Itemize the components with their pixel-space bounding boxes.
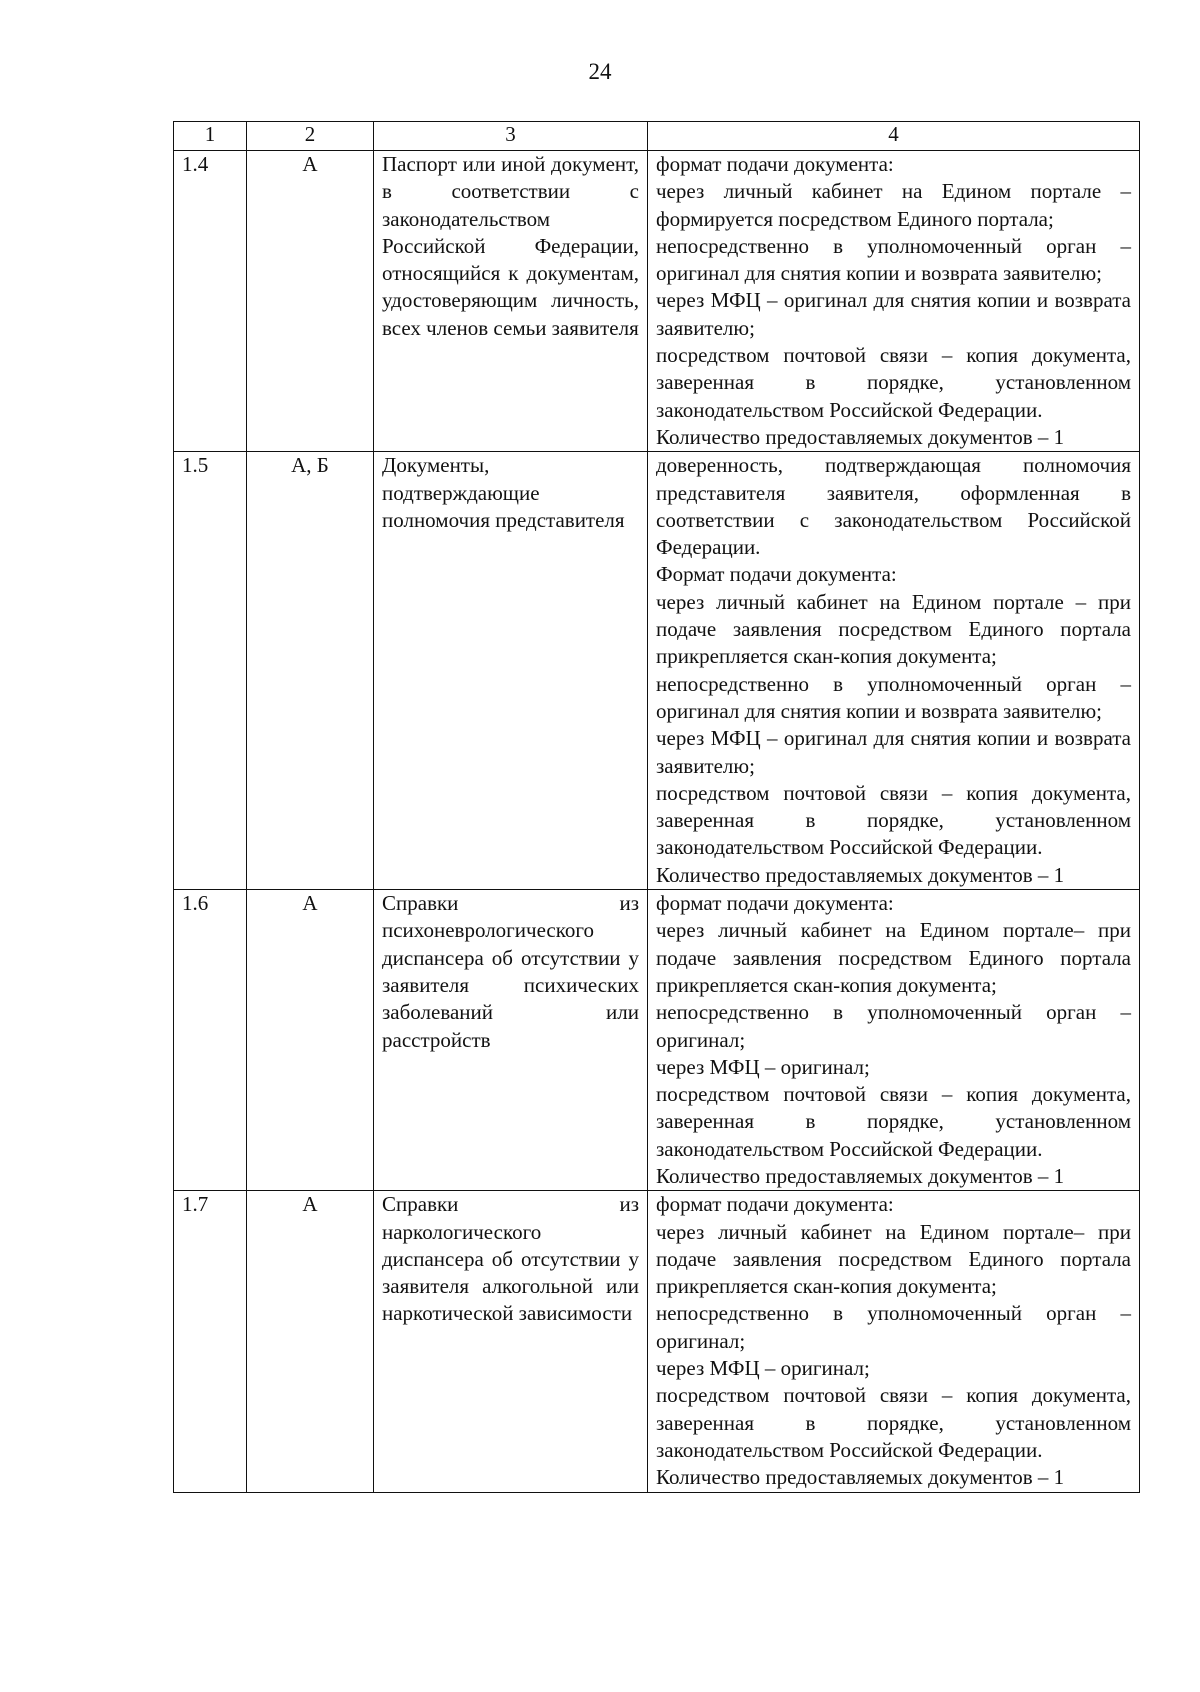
format-line: непосредственно в уполномоченный орган – оригинал; <box>656 1000 1131 1052</box>
format-line: Количество предоставляемых документов – 1 <box>656 424 1065 449</box>
format-line: формат подачи документа: <box>656 152 894 176</box>
format-line: через личный кабинет на Едином портале– при подаче заявления посредством Единого портала прикрепляется скан-копия документа; <box>656 918 1131 997</box>
format-line: посредством почтовой связи – копия документа, заверенная в порядке, установленном законодательством Российской Федерации. <box>656 780 1131 860</box>
row-category: А <box>247 151 374 452</box>
table-row <box>174 1191 1140 1492</box>
page-number: 24 <box>588 59 612 84</box>
table-header-row <box>174 122 1140 151</box>
format-line: Формат подачи документа: <box>656 562 897 587</box>
row-number: 1.7 <box>174 1191 247 1492</box>
row-document-name: Документы, подтверждающие полномочия представителя <box>374 452 648 890</box>
table-row <box>174 452 1140 890</box>
row-document-name: Паспорт или иной документ, в соответствии с законодательством Российской Федерации, относящийся к документам, удостоверяющим личность, всех членов семьи заявителя <box>374 151 648 452</box>
format-line: непосредственно в уполномоченный орган – оригинал для снятия копии и возврата заявителю; <box>656 671 1131 723</box>
row-category: А <box>247 1191 374 1492</box>
row-number: 1.4 <box>174 151 247 452</box>
format-line: через МФЦ – оригинал для снятия копии и возврата заявителю; <box>656 288 1131 340</box>
column-header: 2 <box>247 122 374 151</box>
format-line: непосредственно в уполномоченный орган – оригинал для снятия копии и возврата заявителю; <box>656 233 1131 286</box>
format-line: через МФЦ – оригинал; <box>656 1356 870 1381</box>
row-category: А <box>247 890 374 1191</box>
table-row <box>174 151 1140 452</box>
format-line: Количество предоставляемых документов – 1 <box>656 1163 1065 1188</box>
format-line: посредством почтовой связи – копия документа, заверенная в порядке, установленном законодательством Российской Федерации. <box>656 343 1131 422</box>
format-line: посредством почтовой связи – копия документа, заверенная в порядке, установленном законодательством Российской Федерации. <box>656 1082 1131 1161</box>
row-number: 1.6 <box>174 890 247 1191</box>
row-format-cell <box>648 452 1140 890</box>
table-row <box>174 890 1140 1191</box>
row-number: 1.5 <box>174 452 247 890</box>
row-category: А, Б <box>247 452 374 890</box>
format-line: через личный кабинет на Едином портале– при подаче заявления посредством Единого портала прикрепляется скан-копия документа; <box>656 1219 1131 1299</box>
format-line: через личный кабинет на Едином портале – при подаче заявления посредством Единого портала прикрепляется скан-копия документа; <box>656 589 1131 669</box>
format-line: через МФЦ – оригинал для снятия копии и возврата заявителю; <box>656 726 1131 778</box>
documents-table <box>173 121 1140 1493</box>
row-document-name: Справки из психоневрологического диспансера об отсутствии у заявителя психических заболеваний или расстройств <box>374 890 648 1191</box>
row-format-cell <box>648 1191 1140 1492</box>
format-line: формат подачи документа: <box>656 1192 894 1217</box>
format-line: формат подачи документа: <box>656 891 894 916</box>
format-line: посредством почтовой связи – копия документа, заверенная в порядке, установленном законодательством Российской Федерации. <box>656 1383 1131 1462</box>
row-format-cell <box>648 151 1140 452</box>
column-header: 4 <box>648 122 1140 151</box>
format-line: Количество предоставляемых документов – 1 <box>656 862 1065 887</box>
format-line: доверенность, подтверждающая полномочия представителя заявителя, оформленная в соответствии с законодательством Российской Федерации. <box>656 453 1131 560</box>
format-line: через личный кабинет на Едином портале – формируется посредством Единого портала; <box>656 179 1131 231</box>
row-format-cell <box>648 890 1140 1191</box>
column-header: 1 <box>174 122 247 151</box>
format-line: через МФЦ – оригинал; <box>656 1054 870 1079</box>
row-document-name: Справки из наркологического диспансера об отсутствии у заявителя алкогольной или наркотической зависимости <box>374 1191 648 1492</box>
format-line: непосредственно в уполномоченный орган – оригинал; <box>656 1301 1131 1353</box>
format-line: Количество предоставляемых документов – 1 <box>656 1465 1065 1490</box>
column-header: 3 <box>374 122 648 151</box>
